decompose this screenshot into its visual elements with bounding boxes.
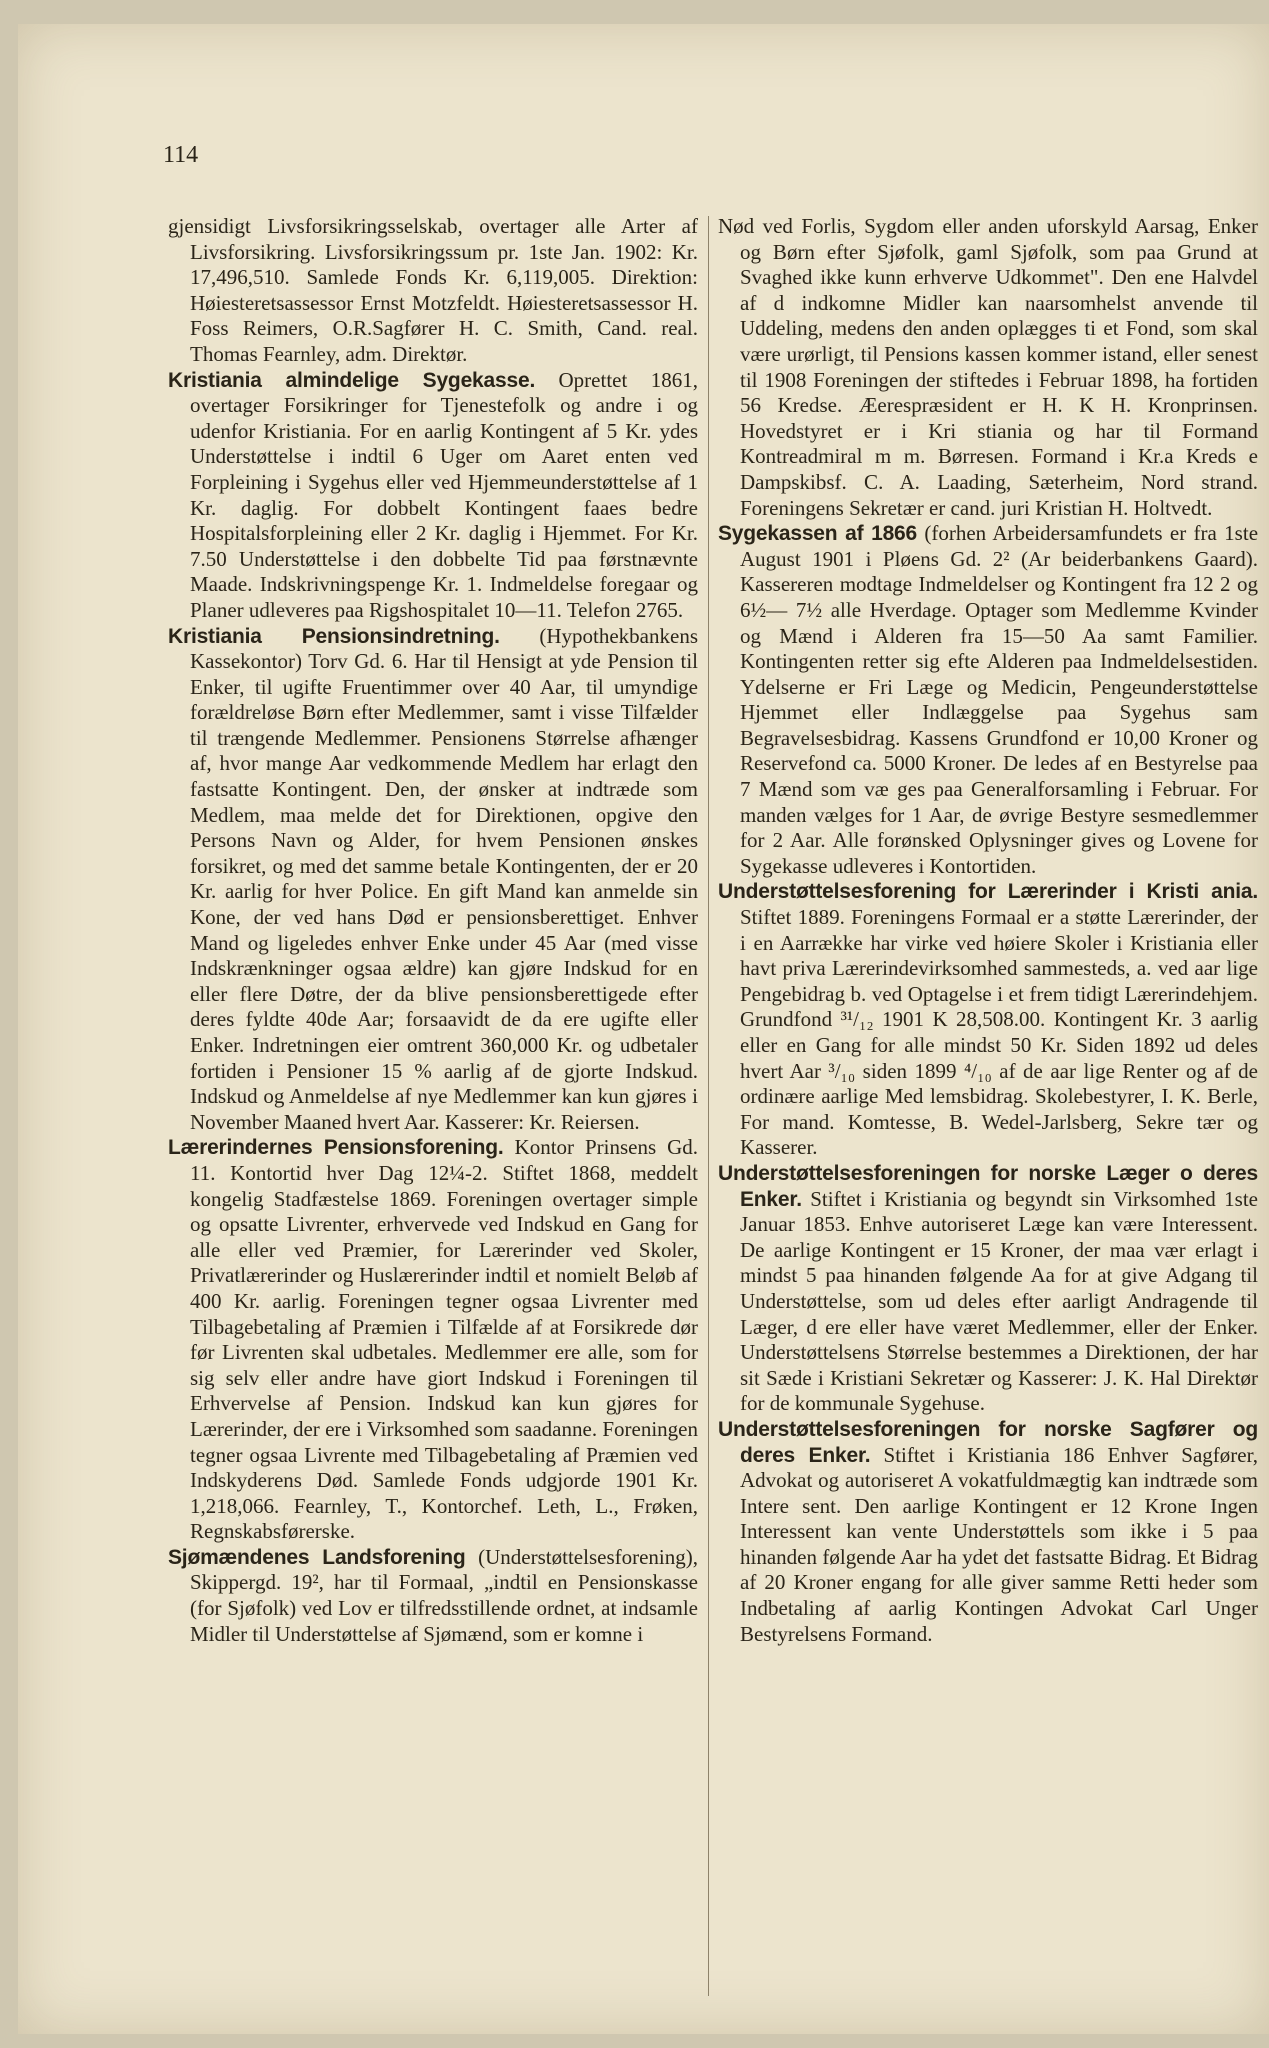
entry-text: Oprettet 1861, overtager Forsikringer for Tjenestefolk og andre i og udenfor Kristiania. For en aarlig Kontingent af 5 Kr. ydes Understøttelse i indtil 6 Uger om Aaret enten ved Forpleining i Sygehus eller ved Hjemmeunderstøttelse af 1 Kr. daglig. For dobbelt Kontingent faaes bedre Hospitalsforpleining eller 2 Kr. daglig i Hjemmet. For Kr. 7.50 Understøttelse i den dobbelte Tid paa førstnævnte Maade. Indskrivningspenge Kr. 1. Indmeldelse foregaar og Planer udleveres paa Rigshospitalet 10—11. Telefon 2765. <box>190 367 698 622</box>
entry <box>718 214 1258 521</box>
entry <box>168 1135 698 1545</box>
entry-heading: Sygekassen af 1866 <box>718 522 918 546</box>
entry-text: (Hypothekbankens Kassekontor) Torv Gd. 6. Har til Hensigt at yde Pension til Enker, til ugifte Fruentimmer over 40 Aar, til umyndige forældreløse Børn efter Medlemmer, samt i visse Tilfælder til trængende Medlemmer. Pensionens Størrelse afhænger af, hvor mange Aar vedkommende Medlem har erlagt den fastsatte Kontingent. Den, der ønsker at indtræde som Medlem, maa melde det for Direktionen, opgive den Persons Navn og Alder, for hvem Pensionen ønskes forsikret, og med det samme betale Kontingenten, der er 20 Kr. aarlig for hver Police. En gift Mand kan anmelde sin Kone, der ved hans Død er pensionsberettiget. Enhver Mand og ligeledes enhver Enke under 45 Aar (med visse Indskrænkninger ogsaa ældre) kan gjøre Indskud for en eller flere Døtre, der da blive pensionsberettigede efter deres fyldte 40de Aar; forsaavidt de da ere ugifte eller Enker. Indretningen eier omtrent 360,000 Kr. og udbetaler fortiden i Pensioner 15 % aarlig af de gjorte Indskud. Indskud og Anmeldelse af nye Medlemmer kan kun gjøres i November Maaned hvert Aar. Kasserer: Kr. Reiersen. <box>190 623 698 1134</box>
entry <box>718 879 1258 1161</box>
entry-heading: Lærerindernes Pensionsforening. <box>168 1136 504 1160</box>
entry <box>168 1545 698 1647</box>
entry-text: Kontor Prinsens Gd. 11. Kontortid hver Dag 12¼-2. Stiftet 1868, meddelt kongelig Stadfæstelse 1869. Foreningen overtager simple og opsatte Livrenter, erhvervede ved Indskud en Gang for alle eller ved Præmier, for Lærerinder ved Skoler, Privatlærerinder og Huslærerinder indtil et nomielt Beløb af 400 Kr. aarlig. Foreningen tegner ogsaa Livrenter med Tilbagebetaling af Præmien i Tilfælde af at Forsikrede dør før Livrenten skal udbetales. Medlemmer ere alle, som for sig selv eller andre have giort Indskud i Foreningen til Erhvervelse af Pension. Indskud kan kun gjøres for Lærerinder, der ere i Virksomhed som saadanne. Foreningen tegner ogsaa Livrente med Tilbagebetaling af Præmien ved Indskyderens Død. Samlede Fonds udgjorde 1901 Kr. 1,218,066. Fearnley, T., Kontorchef. Leth, L., Frøken, Regnskabsførerske. <box>190 1135 699 1544</box>
page-number: 114 <box>163 142 199 168</box>
entry-heading: Understøttelsesforeningen for norske Læger o deres Enker. <box>718 1161 1258 1211</box>
left-column <box>168 214 698 2014</box>
entry <box>168 624 698 1136</box>
entry-heading: Understøttelsesforeningen for norske Sagfører og deres Enker. <box>718 1417 1258 1467</box>
column-divider <box>708 216 709 1996</box>
right-column <box>718 214 1258 2014</box>
entry <box>718 521 1258 879</box>
entry-text: Stiftet i Kristiania og begyndt sin Virksomhed 1ste Januar 1853. Enhve autoriseret Læge kan være Interessent. De aarlige Kontingent er 15 Kroner, der maa vær erlagt i mindst 5 paa hinanden følgende Aa for at give Adgang til Understøttelse, som ud deles efter aarligt Andragende til Læger, d ere eller have været Medlemmer, eller der Enker. Understøttelsens Størrelse bestemmes a Direktionen, der har sit Sæde i Kristiani Sekretær og Kasserer: J. K. Hal Direktør for de kommunale Sygehuse. <box>740 1186 1258 1416</box>
entry-heading: Understøttelsesforening for Lærerinder i Kristi ania. <box>718 880 1258 904</box>
entry-heading: Kristiania Pensionsindretning. <box>168 624 500 648</box>
entry-heading: Kristiania almindelige Sygekasse. <box>168 368 536 392</box>
entry-text: Nød ved Forlis, Sygdom eller anden uforskyld Aarsag, Enker og Børn efter Sjøfolk, gaml Sjøfolk, som paa Grund at Svaghed ikke kunn erhverve Udkommet". Den ene Halvdel af d indkomne Midler kan naarsomhelst anvende til Uddeling, medens den anden oplægges ti et Fond, som skal være urørligt, til Pensions kassen kommer istand, eller senest til 1908 Foreningen der stiftedes i Februar 1898, ha fortiden 56 Kredse. Æerespræsident er H. K H. Kronprinsen. Hovedstyret er i Kri stiania og har til Formand Kontreadmiral m m. Børresen. Formand i Kr.a Kreds e Dampskibsf. C. A. Laading, Sæterheim, Nord strand. Foreningens Sekretær er cand. juri Kristian H. Holtvedt. <box>718 214 1258 520</box>
entry <box>168 214 698 368</box>
entry <box>718 1161 1258 1417</box>
entry-text: Stiftet 1889. Foreningens Formaal er a støtte Lærerinder, der i en Aarrække har virke ved høiere Skoler i Kristiania eller havt priva Lærerindevirksomhed sammesteds, a. ved aar lige Pengebidrag b. ved Optagelse i et frem tidigt Lærerindehjem. Grundfond ³¹/₁₂ 1901 K 28,508.00. Kontingent Kr. 3 aarlig eller en Gang for alle mindst 50 Kr. Siden 1892 ud deles hvert Aar ³/₁₀ siden 1899 ⁴/₁₀ af de aar lige Renter og af de ordinære aarlige Med lemsbidrag. Skolebestyrer, I. K. Berle, For mand. Komtesse, B. Wedel-Jarlsberg, Sekre tær og Kasserer. <box>740 905 1258 1160</box>
book-page <box>18 24 1269 2034</box>
entry <box>718 1417 1258 1647</box>
entry-text: (Understøttelsesforening), Skippergd. 19², har til Formaal, „indtil en Pensionskasse (for Sjøfolk) ved Lov er tilfredsstillende ordnet, at indsamle Midler til Understøttelse af Sjømænd, som er komne i <box>190 1544 698 1646</box>
entry-text: gjensidigt Livsforsikringsselskab, overtager alle Arter af Livsforsikring. Livsforsikringssum pr. 1ste Jan. 1902: Kr. 17,496,510. Samlede Fonds Kr. 6,119,005. Direktion: Høiesteretsassessor Ernst Motzfeldt. Høiesteretsassessor H. Foss Reimers, O.R.Sagfører H. C. Smith, Cand. real. Thomas Fearnley, adm. Direktør. <box>168 214 698 366</box>
entry-text: (forhen Arbeidersamfundets er fra 1ste August 1901 i Pløens Gd. 2² (Ar beiderbankens Gaard). Kassereren modtage Indmeldelser og Kontingent fra 12 2 og 6½— 7½ alle Hverdage. Optager som Medlemme Kvinder og Mænd i Alderen fra 15—50 Aa samt Familier. Kontingenten retter sig efte Alderen paa Indmeldelsestiden. Ydelserne er Fri Læge og Medicin, Pengeunderstøttelse Hjemmet eller Indlæggelse paa Sygehus sam Begravelsesbidrag. Kassens Grundfond er 10,00 Kroner og Reservefond ca. 5000 Kroner. De ledes af en Bestyrelse paa 7 Mænd som væ ges paa Generalforsamling i Februar. For manden vælges for 1 Aar, de øvrige Bestyre sesmedlemmer for 2 Aar. Alle forønsked Oplysninger gives og Lovene for Sygekasse udleveres i Kontortiden. <box>740 521 1258 878</box>
entry-heading: Sjømændenes Landsforening <box>168 1545 466 1569</box>
entry <box>168 368 698 624</box>
entry-text: Stiftet i Kristiania 186 Enhver Sagfører, Advokat og autoriseret A vokatfuldmægtig kan indtræde som Intere sent. Den aarlige Kontingent er 12 Krone Ingen Interessent kan vente Understøttels som ikke i 5 paa hinanden følgende Aar ha ydet det fastsatte Bidrag. Et Bidrag af 20 Kroner engang for alle giver samme Retti heder som Indbetaling af aarlig Kontingen Advokat Carl Unger Bestyrelsens Formand. <box>740 1442 1258 1646</box>
